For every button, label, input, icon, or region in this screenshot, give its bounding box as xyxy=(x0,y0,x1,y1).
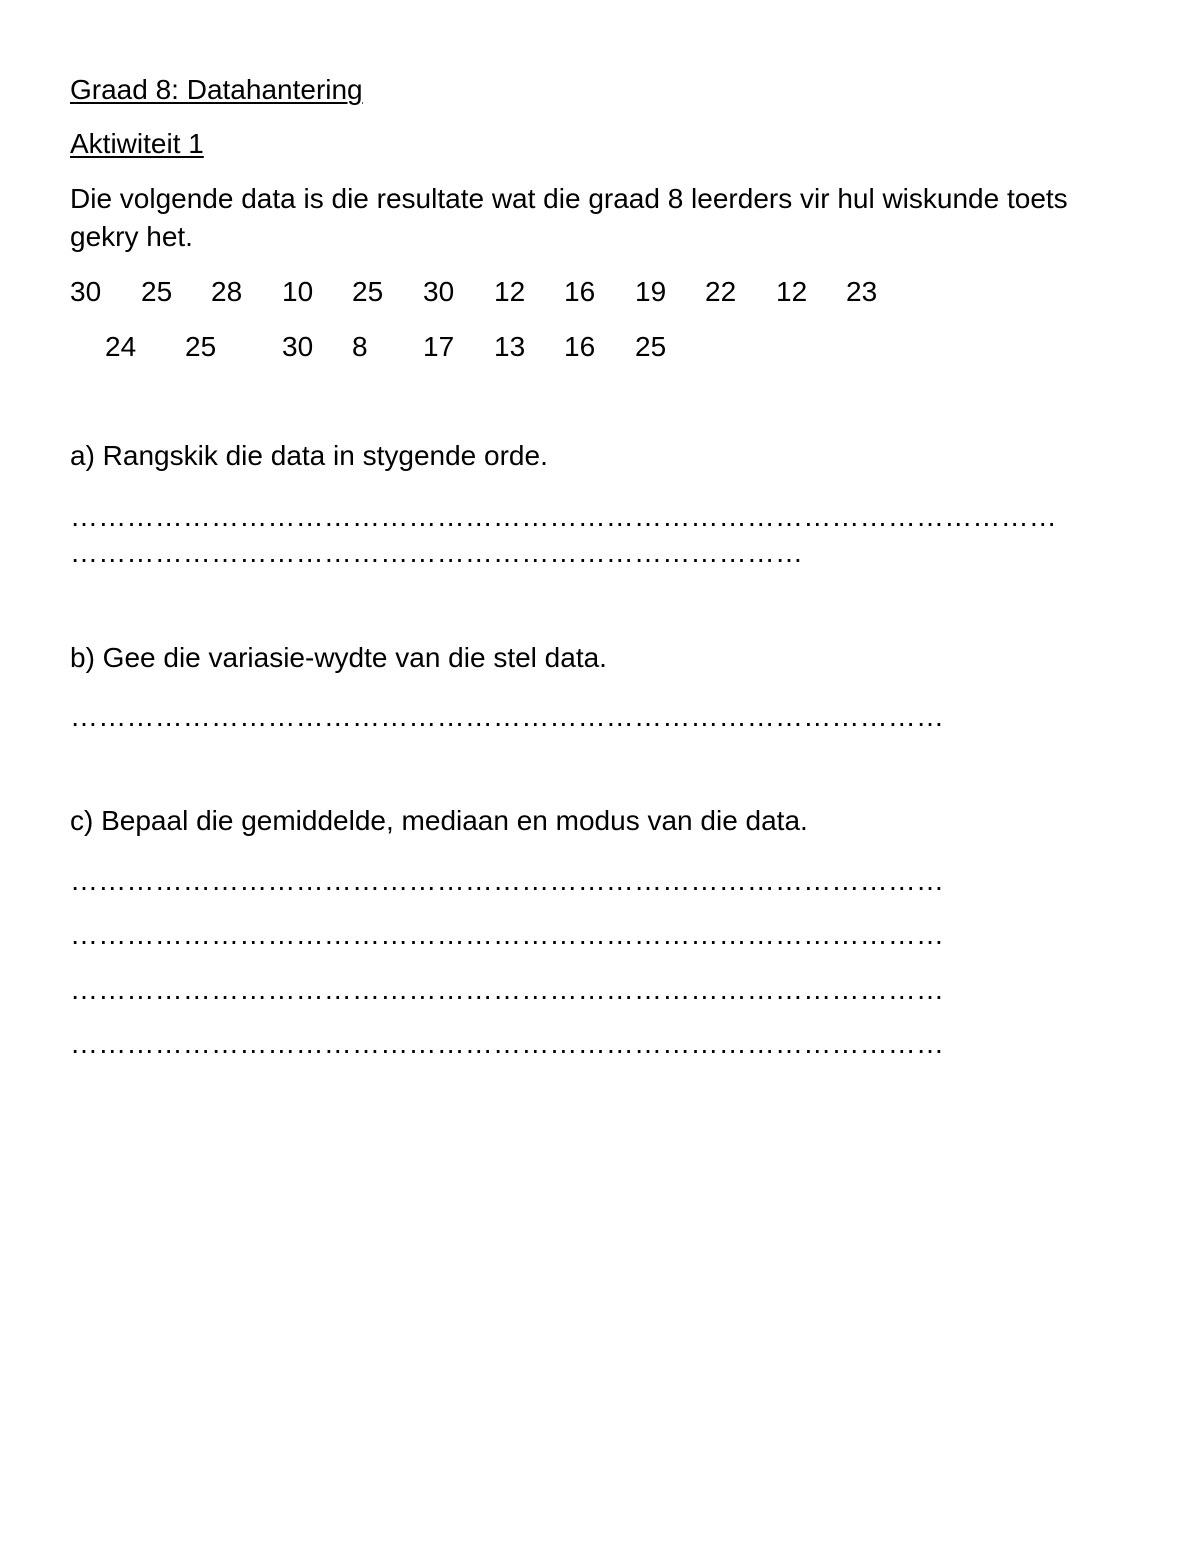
data-value: 25 xyxy=(141,276,173,307)
answer-line-b-1: ………………………………………………………………………………… xyxy=(70,702,945,732)
intro-text: Die volgende data is die resultate wat die graad 8 leerders vir hul wiskunde toets gekry het. xyxy=(70,183,1068,252)
answer-line-c-1: ………………………………………………………………………………… xyxy=(70,866,945,896)
question-c: c) Bepaal die gemiddelde, mediaan en modus van die data. xyxy=(70,805,808,836)
answer-line-c-4: ………………………………………………………………………………… xyxy=(70,1029,945,1059)
data-value: 10 xyxy=(282,276,314,307)
data-value: 30 xyxy=(423,276,455,307)
data-value: 30 xyxy=(70,276,102,307)
answer-line-a-1: …………………………………………………………………………………………… xyxy=(70,502,1057,532)
data-value: 28 xyxy=(211,276,243,307)
data-value: 12 xyxy=(776,276,808,307)
data-value: 23 xyxy=(846,276,878,307)
page-heading: Graad 8: Datahantering xyxy=(70,74,363,105)
data-value: 30 xyxy=(282,331,314,362)
data-value: 25 xyxy=(185,331,217,362)
data-value: 19 xyxy=(635,276,667,307)
data-value: 17 xyxy=(423,331,455,362)
data-value: 16 xyxy=(564,276,596,307)
data-value: 22 xyxy=(705,276,737,307)
question-b: b) Gee die variasie-wydte van die stel data. xyxy=(70,642,607,673)
answer-line-a-2: …………………………………………………………………… xyxy=(70,538,804,568)
data-value: 24 xyxy=(105,331,137,362)
data-value: 25 xyxy=(635,331,667,362)
data-value: 13 xyxy=(494,331,526,362)
question-a: a) Rangskik die data in stygende orde. xyxy=(70,440,548,471)
data-value: 25 xyxy=(352,276,384,307)
answer-line-c-2: ………………………………………………………………………………… xyxy=(70,920,945,950)
answer-line-c-3: ………………………………………………………………………………… xyxy=(70,975,945,1005)
data-value: 8 xyxy=(352,331,368,362)
activity-title: Aktiwiteit 1 xyxy=(70,128,204,159)
data-value: 16 xyxy=(564,331,596,362)
data-value: 12 xyxy=(494,276,526,307)
